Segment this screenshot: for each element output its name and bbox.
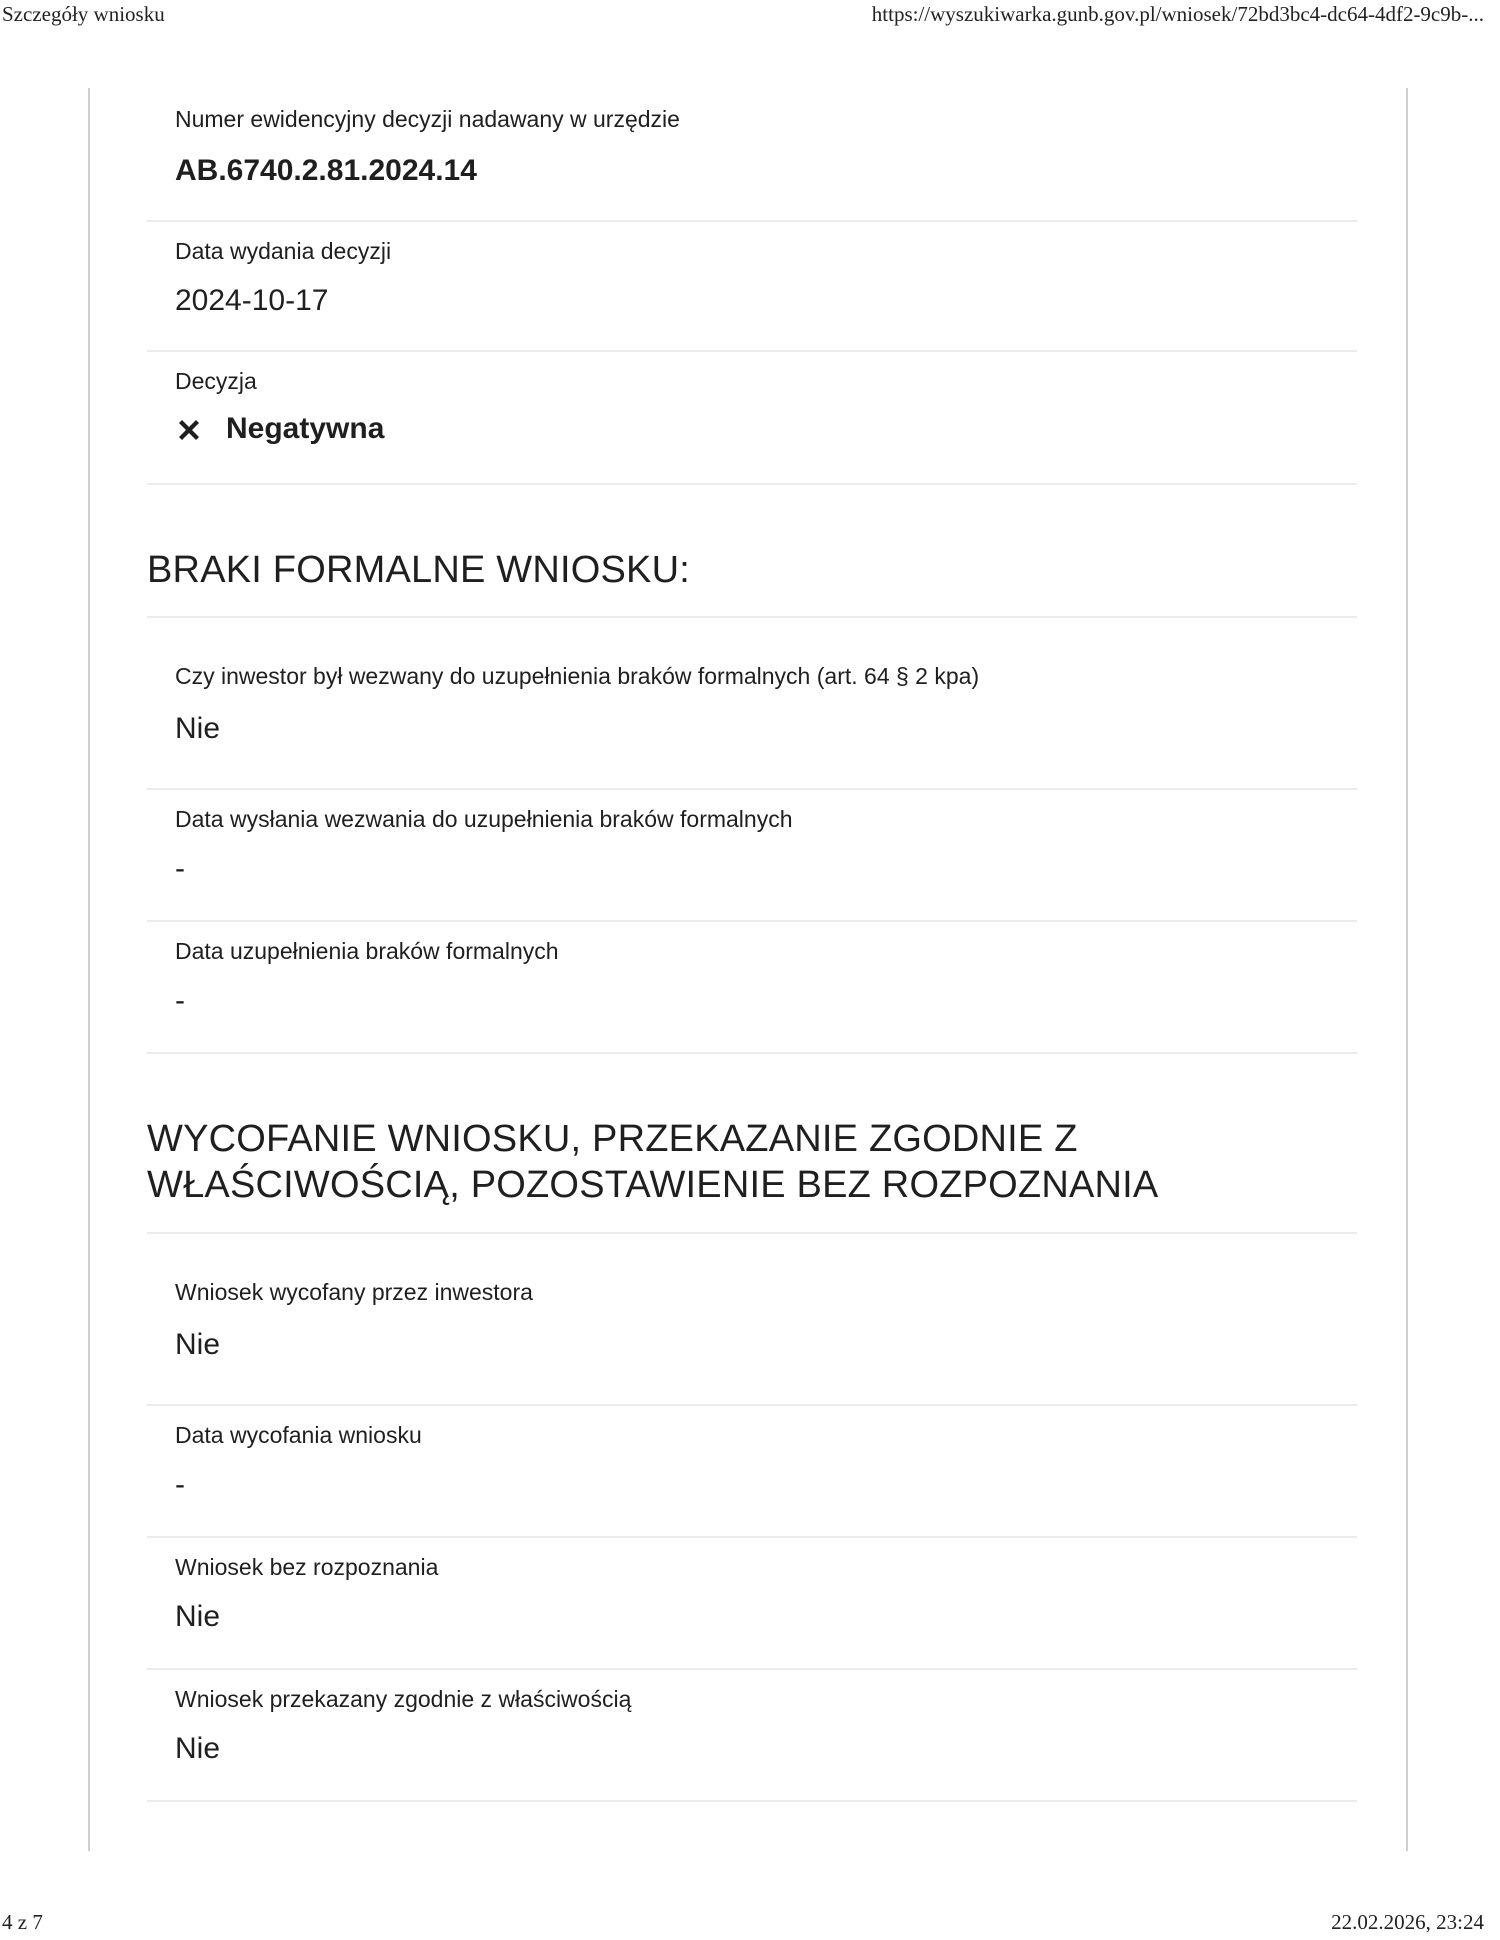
field-summoned-label: Czy inwestor był wezwany do uzupełnienia braków formalnych (art. 64 § 2 kpa) [175,663,980,689]
decision-result-row [147,350,1357,485]
withdrawal-header [147,1052,1357,1234]
field-completion-date-label: Data uzupełnienia braków formalnych [175,938,559,964]
x-icon [175,416,203,444]
section-title-formal-deficiencies: BRAKI FORMALNE WNIOSKU: [147,549,691,591]
field-summoned-value: Nie [175,712,221,745]
field-withdrawn-label: Wniosek wycofany przez inwestora [175,1279,533,1305]
field-summoned-row [147,616,1357,790]
field-withdrawal-date-label: Data wycofania wniosku [175,1422,422,1448]
formal-deficiencies-header [147,483,1357,618]
field-withdrawn-value: Nie [175,1328,221,1361]
print-url[interactable]: https://wyszukiwarka.gunb.gov.pl/wniosek/72bd3bc4-dc64-4df2-9c9b-... [871,2,1484,26]
field-summons-date-value: - [175,852,185,885]
decision-date-value: 2024-10-17 [175,284,329,317]
printed-at: 22.02.2026, 23:24 [1331,1910,1484,1934]
field-withdrawn-row [147,1232,1357,1406]
reg-number-row [147,88,1357,222]
print-header [0,2,1500,32]
application-details-card [88,88,1408,1851]
field-withdrawal-date-row [147,1404,1357,1538]
decision-date-label: Data wydania decyzji [175,238,392,264]
section-title-withdrawal-line2: WŁAŚCIWOŚCIĄ, POZOSTAWIENIE BEZ ROZPOZNANIA [147,1164,1159,1206]
section-title-withdrawal-line1: WYCOFANIE WNIOSKU, PRZEKAZANIE ZGODNIE Z [147,1118,1078,1160]
field-transferred-row [147,1668,1357,1802]
print-page-title: Szczegóły wniosku [2,2,165,26]
field-summons-date-row [147,788,1357,922]
reg-number-label: Numer ewidencyjny decyzji nadawany w urzędzie [175,106,680,132]
reg-number-value: AB.6740.2.81.2024.14 [175,154,477,187]
print-footer [0,1910,1500,1940]
decision-result-value: Negatywna [226,412,385,445]
field-withdrawal-date-value: - [175,1468,185,1501]
field-transferred-label: Wniosek przekazany zgodnie z właściwością [175,1686,632,1712]
field-completion-date-value: - [175,984,185,1017]
field-transferred-value: Nie [175,1732,221,1765]
field-unexamined-row [147,1536,1357,1670]
decision-date-row [147,220,1357,352]
field-summons-date-label: Data wysłania wezwania do uzupełnienia braków formalnych [175,806,793,832]
decision-result-label: Decyzja [175,368,257,394]
page-indicator: 4 z 7 [2,1910,43,1934]
field-unexamined-label: Wniosek bez rozpoznania [175,1554,439,1580]
field-completion-date-row [147,920,1357,1054]
field-unexamined-value: Nie [175,1600,221,1633]
section-title-withdrawal [147,1116,1158,1208]
